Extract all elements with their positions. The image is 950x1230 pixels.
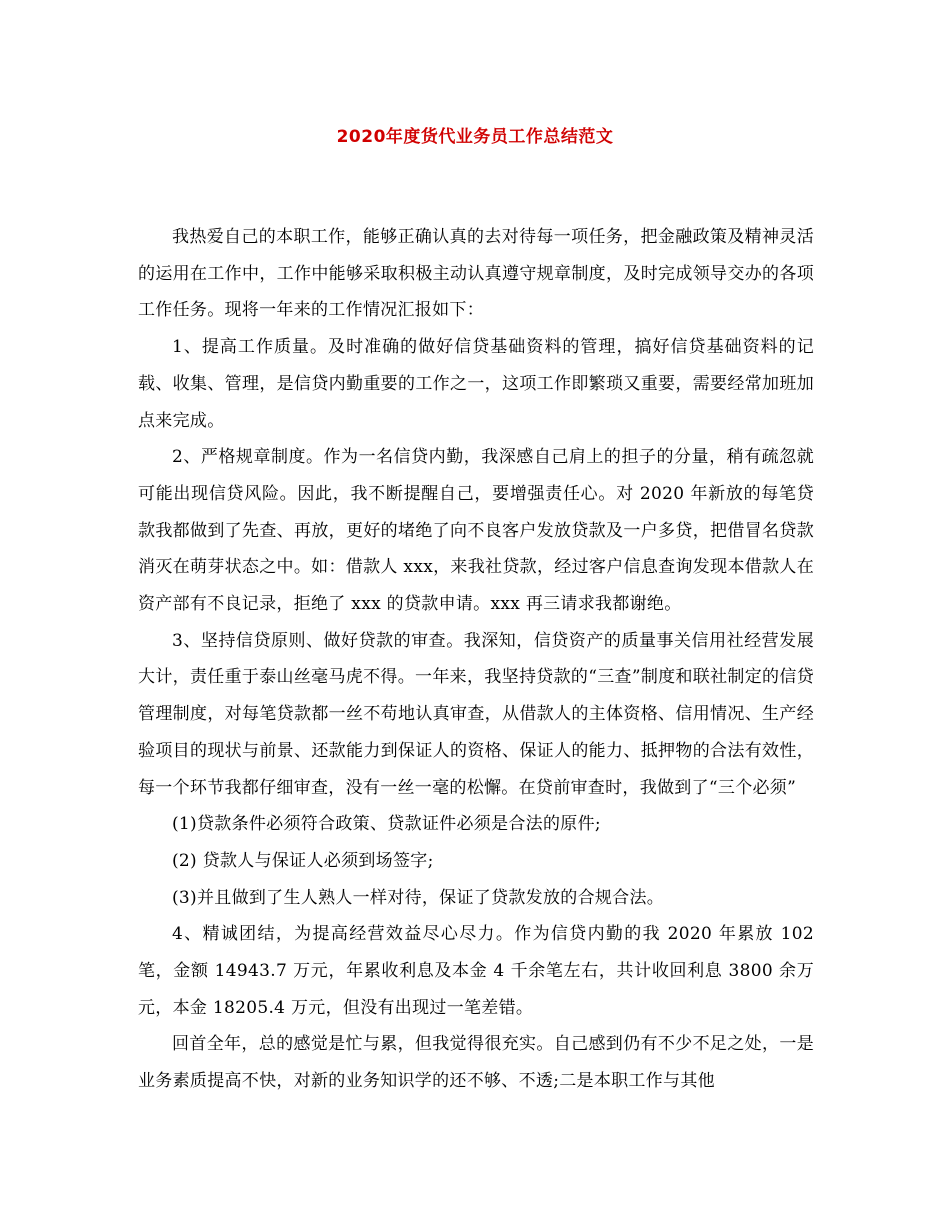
document-title: 2020年度货代业务员工作总结范文: [336, 127, 614, 147]
paragraph-item-3: 3、坚持信贷原则、做好贷款的审查。我深知，信贷资产的质量事关信用社经营发展大计，责任重于泰山丝毫马虎不得。一年来，我坚持贷款的“三查”制度和联社制定的信贷管理制度，对每笔贷款都一丝不苟地认真审查，从借款人的主体资格、信用情况、生产经验项目的现状与前景、还款能力到保证人的资格、保证人的能力、抵押物的合法有效性，每一个环节我都仔细审查，没有一丝一毫的松懈。在贷前审查时，我做到了“三个必须”: [138, 630, 814, 798]
paragraph-sub-3: (3)并且做到了生人熟人一样对待，保证了贷款发放的合规合法。: [172, 887, 665, 908]
paragraph-item-2: 2、严格规章制度。作为一名信贷内勤，我深感自己肩上的担子的分量，稍有疏忽就可能出现信贷风险。因此，我不断提醒自己，要增强责任心。对 2020 年新放的每笔贷款我都做到了先查、再放，更好的堵绝了向不良客户发放贷款及一户多贷，把借冒名贷款消灭在萌芽状态之中。如：借款人 xxx，来我社贷款，经过客户信息查询发现本借款人在资产部有不良记录，拒绝了 xxx 的贷款申请。xxx 再三请求我都谢绝。: [138, 447, 814, 615]
document-body: [138, 219, 814, 1100]
paragraph-review: 回首全年，总的感觉是忙与累，但我觉得很充实。自己感到仍有不少不足之处，一是业务素质提高不快，对新的业务知识学的还不够、不透;二是本职工作与其他: [138, 1034, 814, 1092]
paragraph-sub-1: (1)贷款条件必须符合政策、贷款证件必须是合法的原件;: [172, 814, 601, 835]
paragraph-intro: 我热爱自己的本职工作，能够正确认真的去对待每一项任务，把金融政策及精神灵活的运用在工作中，工作中能够采取积极主动认真遵守规章制度，及时完成领导交办的各项工作任务。现将一年来的工作情况汇报如下：: [138, 227, 814, 321]
paragraph-sub-2: (2) 贷款人与保证人必须到场签字;: [172, 850, 434, 871]
paragraph-item-1: 1、提高工作质量。及时准确的做好信贷基础资料的管理，搞好信贷基础资料的记载、收集、管理，是信贷内勤重要的工作之一，这项工作即繁琐又重要，需要经常加班加点来完成。: [138, 337, 814, 431]
paragraph-item-4: 4、精诚团结，为提高经营效益尽心尽力。作为信贷内勤的我 2020 年累放 102 笔，金额 14943.7 万元，年累收利息及本金 4 千余笔左右，共计收回利息 3800 余万元，本金 18205.4 万元，但没有出现过一笔差错。: [138, 924, 814, 1018]
